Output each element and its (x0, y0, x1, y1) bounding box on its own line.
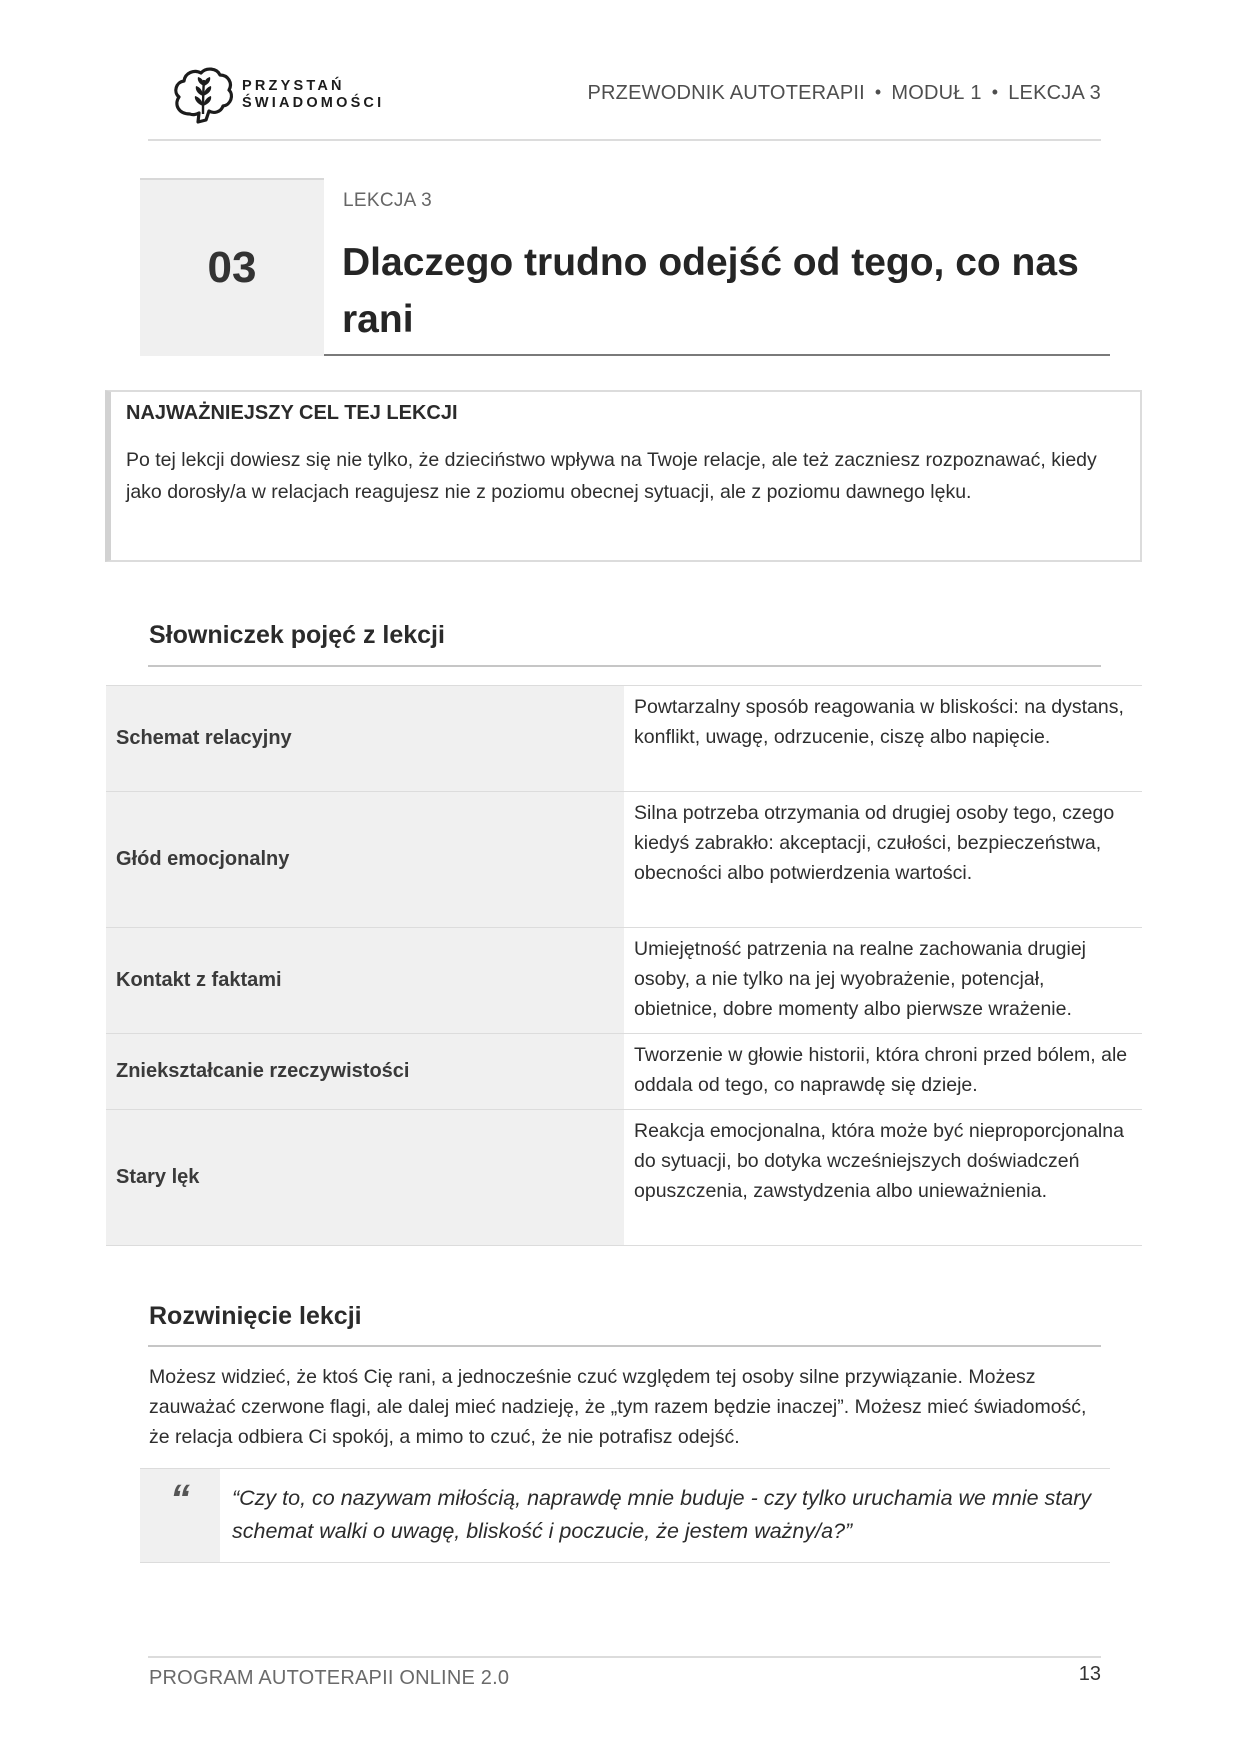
goal-heading: NAJWAŻNIEJSZY CEL TEJ LEKCJI (126, 402, 458, 424)
lesson-label: LEKCJA 3 (343, 190, 433, 211)
quote-text: “Czy to, co nazywam miłością, naprawdę mnie buduje - czy tylko uruchamia we mnie stary schemat walki o uwagę, bliskość i poczucie, że jestem ważny/a?” (232, 1486, 1092, 1543)
glossary-definition: Umiejętność patrzenia na realne zachowania drugiej osoby, a nie tylko na jej wyobrażenie, potencjał, obietnice, dobre momenty albo pierwsze wrażenie. (634, 938, 1087, 1020)
header-divider (148, 139, 1101, 141)
quote-mark-icon: “ (140, 1469, 220, 1562)
logo-line-2: ŚWIADOMOŚCI (242, 95, 385, 111)
glossary-term: Zniekształcanie rzeczywistości (106, 1034, 624, 1109)
glossary-definition: Silna potrzeba otrzymania od drugiej osoby tego, czego kiedyś zabrakło: akceptacji, czułości, bezpieczeństwa, obecności albo potwierdzenia wartości. (634, 802, 1115, 884)
lesson-title: Dlaczego trudno odejść od tego, co nas rani (342, 241, 1079, 341)
running-header (587, 82, 1101, 105)
development-paragraph: Możesz widzieć, że ktoś Cię rani, a jednocześnie czuć względem tej osoby silne przywiązanie. Możesz zauważać czerwone flagi, ale dalej mieć nadzieję, że „tym razem będzie inaczej”. Możesz mieć świadomość, że relacja odbiera Ci spokój, a mimo to czuć, że nie potrafisz odejść. (149, 1366, 1087, 1448)
glossary-term: Kontakt z faktami (106, 928, 624, 1033)
brain-leaf-icon (170, 64, 236, 126)
table-row (106, 1033, 1142, 1109)
glossary-title: Słowniczek pojęć z lekcji (149, 621, 445, 649)
lesson-title-block (324, 178, 1110, 356)
table-row (106, 791, 1142, 927)
table-row (106, 685, 1142, 791)
goal-text: Po tej lekcji dowiesz się nie tylko, że dzieciństwo wpływa na Twoje relacje, ale też zaczniesz rozpoznawać, kiedy jako dorosły/a w relacjach reagujesz nie z poziomu obecnej sytuacji, ale z poziomu dawnego lęku. (126, 449, 1097, 503)
glossary-term: Schemat relacyjny (106, 686, 624, 791)
table-row (106, 927, 1142, 1033)
header-separator: • (874, 82, 882, 102)
table-row (106, 1109, 1142, 1246)
brand-logo (170, 62, 400, 128)
development-divider (148, 1345, 1101, 1347)
logo-wordmark (242, 78, 384, 112)
logo-line-1: PRZYSTAŃ (242, 78, 345, 94)
header-separator: • (991, 82, 999, 102)
glossary-divider (148, 665, 1101, 667)
glossary-term: Stary lęk (106, 1110, 624, 1245)
development-title: Rozwinięcie lekcji (149, 1302, 362, 1330)
glossary-definition: Reakcja emocjonalna, która może być nieproporcjonalna do sytuacji, bo dotyka wcześniejszych doświadczeń opuszczenia, zawstydzenia albo unieważnienia. (634, 1120, 1124, 1202)
header-lesson: LEKCJA 3 (1008, 82, 1101, 104)
lesson-goal-box (105, 390, 1142, 562)
pull-quote (140, 1468, 1110, 1563)
footer-program: PROGRAM AUTOTERAPII ONLINE 2.0 (149, 1667, 510, 1689)
page-number: 13 (1078, 1663, 1101, 1685)
glossary-term: Głód emocjonalny (106, 792, 624, 927)
footer-divider (148, 1656, 1101, 1658)
glossary-definition: Powtarzalny sposób reagowania w bliskości: na dystans, konflikt, uwagę, odrzucenie, ciszę albo napięcie. (634, 696, 1124, 748)
glossary-table (106, 685, 1142, 1246)
header-module: MODUŁ 1 (891, 82, 982, 104)
header-guide: PRZEWODNIK AUTOTERAPII (587, 82, 865, 104)
lesson-number: 03 (140, 178, 324, 356)
glossary-definition: Tworzenie w głowie historii, która chroni przed bólem, ale oddala od tego, co naprawdę się dzieje. (634, 1044, 1128, 1096)
